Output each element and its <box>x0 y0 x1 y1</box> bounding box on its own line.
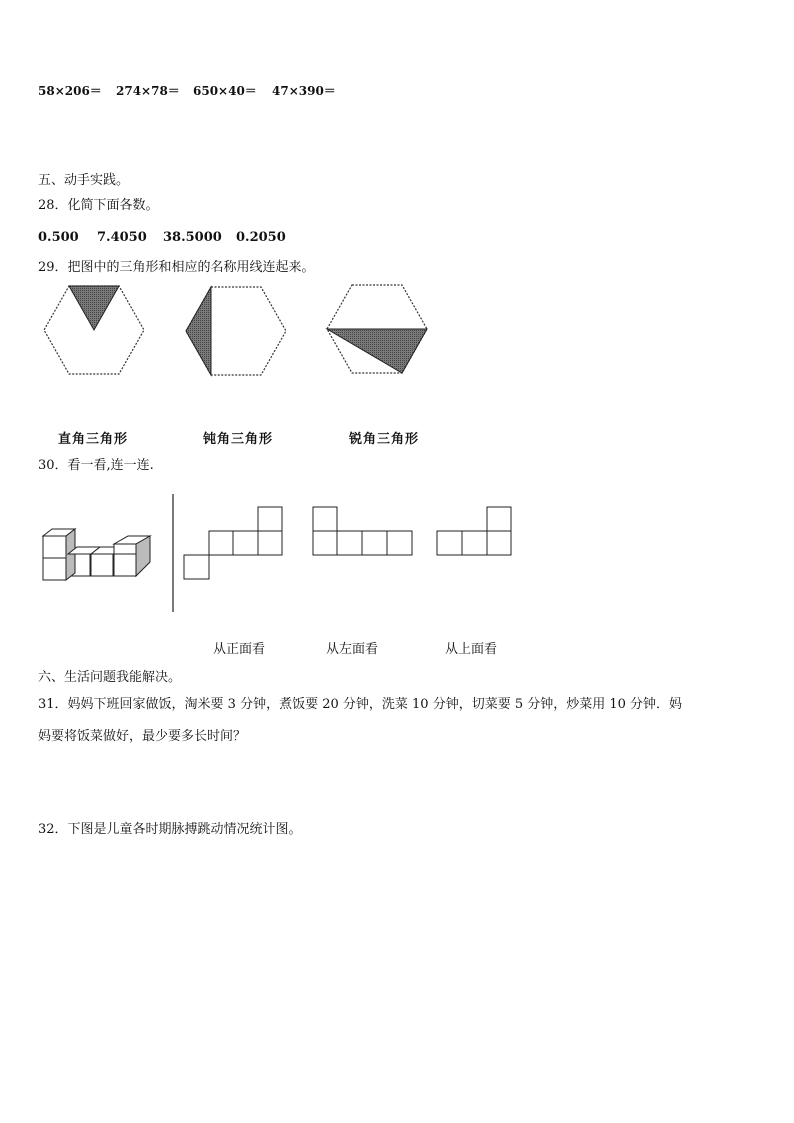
calc-item: 650×40＝ <box>193 84 257 98</box>
cube-solid <box>43 529 150 580</box>
view-c <box>437 507 511 555</box>
calc-item: 274×78＝ <box>116 84 180 98</box>
calc-item: 47×390＝ <box>272 84 336 98</box>
cube-views-figure <box>0 490 540 620</box>
hexagon-figures <box>0 280 480 390</box>
view-label-top: 从上面看 <box>445 642 498 657</box>
hexagon-2 <box>186 287 286 375</box>
question-30-title: 30．看一看,连一连. <box>38 458 154 473</box>
view-a <box>184 507 282 579</box>
q28-number: 0.2050 <box>236 230 286 245</box>
q28-number: 7.4050 <box>97 230 147 245</box>
q29-label: 钝角三角形 <box>203 432 274 447</box>
q28-number: 0.500 <box>38 230 79 245</box>
question-31-line2: 妈要将饭菜做好，最少要多长时间？ <box>38 729 247 744</box>
calc-item: 58×206＝ <box>38 84 102 98</box>
view-b <box>313 507 412 555</box>
question-29-title: 29．把图中的三角形和相应的名称用线连起来。 <box>38 260 315 275</box>
question-32-title: 32．下图是儿童各时期脉搏跳动情况统计图。 <box>38 822 302 837</box>
question-31-line1: 31．妈妈下班回家做饭，淘米要 3 分钟，煮饭要 20 分钟，洗菜 10 分钟，切菜要 5 分钟，炒菜用 10 分钟．妈 <box>38 697 683 712</box>
view-label-left: 从左面看 <box>326 642 379 657</box>
hexagon-3 <box>327 285 427 373</box>
q28-number: 38.5000 <box>163 230 222 245</box>
section-title-5: 五、动手实践。 <box>38 173 130 188</box>
shaded-triangle <box>69 286 119 330</box>
calc-row <box>38 84 358 100</box>
question-28-title: 28．化简下面各数。 <box>38 198 159 213</box>
hexagon-1 <box>44 286 144 374</box>
q29-label: 直角三角形 <box>58 432 129 447</box>
view-label-front: 从正面看 <box>213 642 266 657</box>
shaded-triangle <box>327 329 427 373</box>
q28-numbers <box>38 230 298 246</box>
q29-label: 锐角三角形 <box>349 432 420 447</box>
shaded-triangle <box>186 287 211 375</box>
section-title-6: 六、生活问题我能解决。 <box>38 670 182 685</box>
